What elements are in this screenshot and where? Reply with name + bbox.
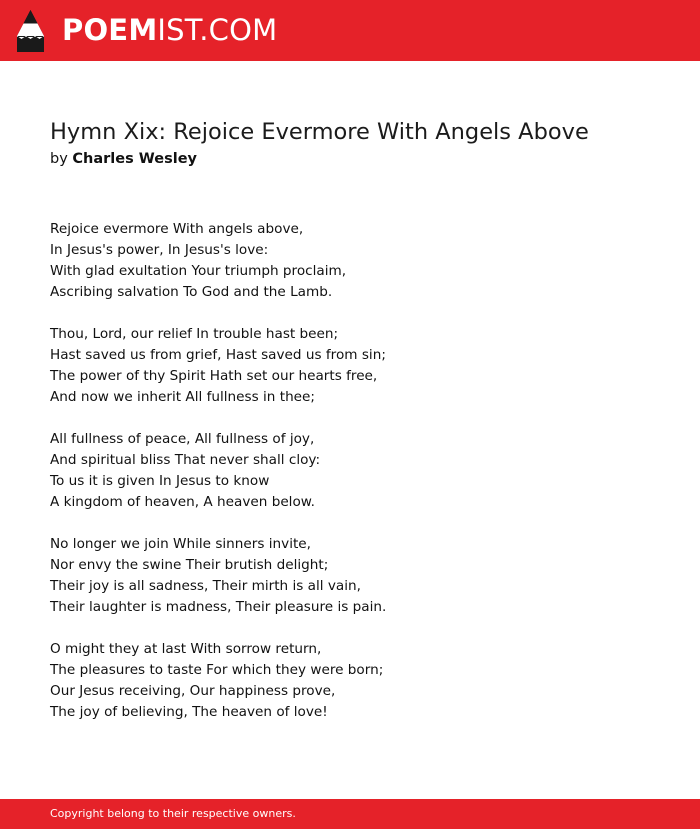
poem-line: With glad exultation Your triumph proclaim, bbox=[50, 263, 347, 279]
poem-line: Hast saved us from grief, Hast saved us from sin; bbox=[50, 347, 386, 363]
header-bar bbox=[0, 0, 700, 61]
poem-line: Nor envy the swine Their brutish delight; bbox=[50, 557, 329, 573]
poem-line: No longer we join While sinners invite, bbox=[50, 536, 311, 552]
poem-line: Our Jesus receiving, Our happiness prove, bbox=[50, 683, 336, 699]
poem-line: In Jesus's power, In Jesus's love: bbox=[50, 242, 269, 258]
stanza bbox=[50, 639, 650, 723]
byline-prefix: by bbox=[50, 151, 68, 167]
poem-line: The power of thy Spirit Hath set our hearts free, bbox=[50, 368, 378, 384]
poem-line: The pleasures to taste For which they were born; bbox=[50, 662, 384, 678]
byline bbox=[50, 149, 197, 169]
poem-line: Rejoice evermore With angels above, bbox=[50, 221, 304, 237]
poem-line: To us it is given In Jesus to know bbox=[50, 473, 270, 489]
poem-line: And spiritual bliss That never shall cloy: bbox=[50, 452, 321, 468]
poem-line: Their laughter is madness, Their pleasure is pain. bbox=[50, 599, 387, 615]
poem-line: O might they at last With sorrow return, bbox=[50, 641, 322, 657]
site-logo[interactable] bbox=[62, 12, 277, 48]
logo-bold-part: POEM bbox=[62, 13, 158, 47]
poem-line: All fullness of peace, All fullness of joy, bbox=[50, 431, 315, 447]
poem-line: And now we inherit All fullness in thee; bbox=[50, 389, 315, 405]
stanza bbox=[50, 534, 650, 618]
stanza bbox=[50, 219, 650, 303]
poem-line: A kingdom of heaven, A heaven below. bbox=[50, 494, 315, 510]
author-name: Charles Wesley bbox=[72, 151, 197, 167]
pencil-tip-icon[interactable] bbox=[17, 10, 44, 52]
poem-line: Thou, Lord, our relief In trouble hast been; bbox=[50, 326, 339, 342]
poem-title: Hymn Xix: Rejoice Evermore With Angels Above bbox=[50, 119, 589, 145]
poem-line: The joy of believing, The heaven of love! bbox=[50, 704, 328, 720]
stanza bbox=[50, 324, 650, 408]
footer-bar bbox=[0, 799, 700, 829]
copyright-text: Copyright belong to their respective owners. bbox=[50, 807, 296, 820]
logo-light-part: IST.COM bbox=[157, 13, 278, 47]
poem-body bbox=[50, 219, 650, 744]
stanza bbox=[50, 429, 650, 513]
poem-line: Ascribing salvation To God and the Lamb. bbox=[50, 284, 333, 300]
poem-line: Their joy is all sadness, Their mirth is all vain, bbox=[50, 578, 361, 594]
